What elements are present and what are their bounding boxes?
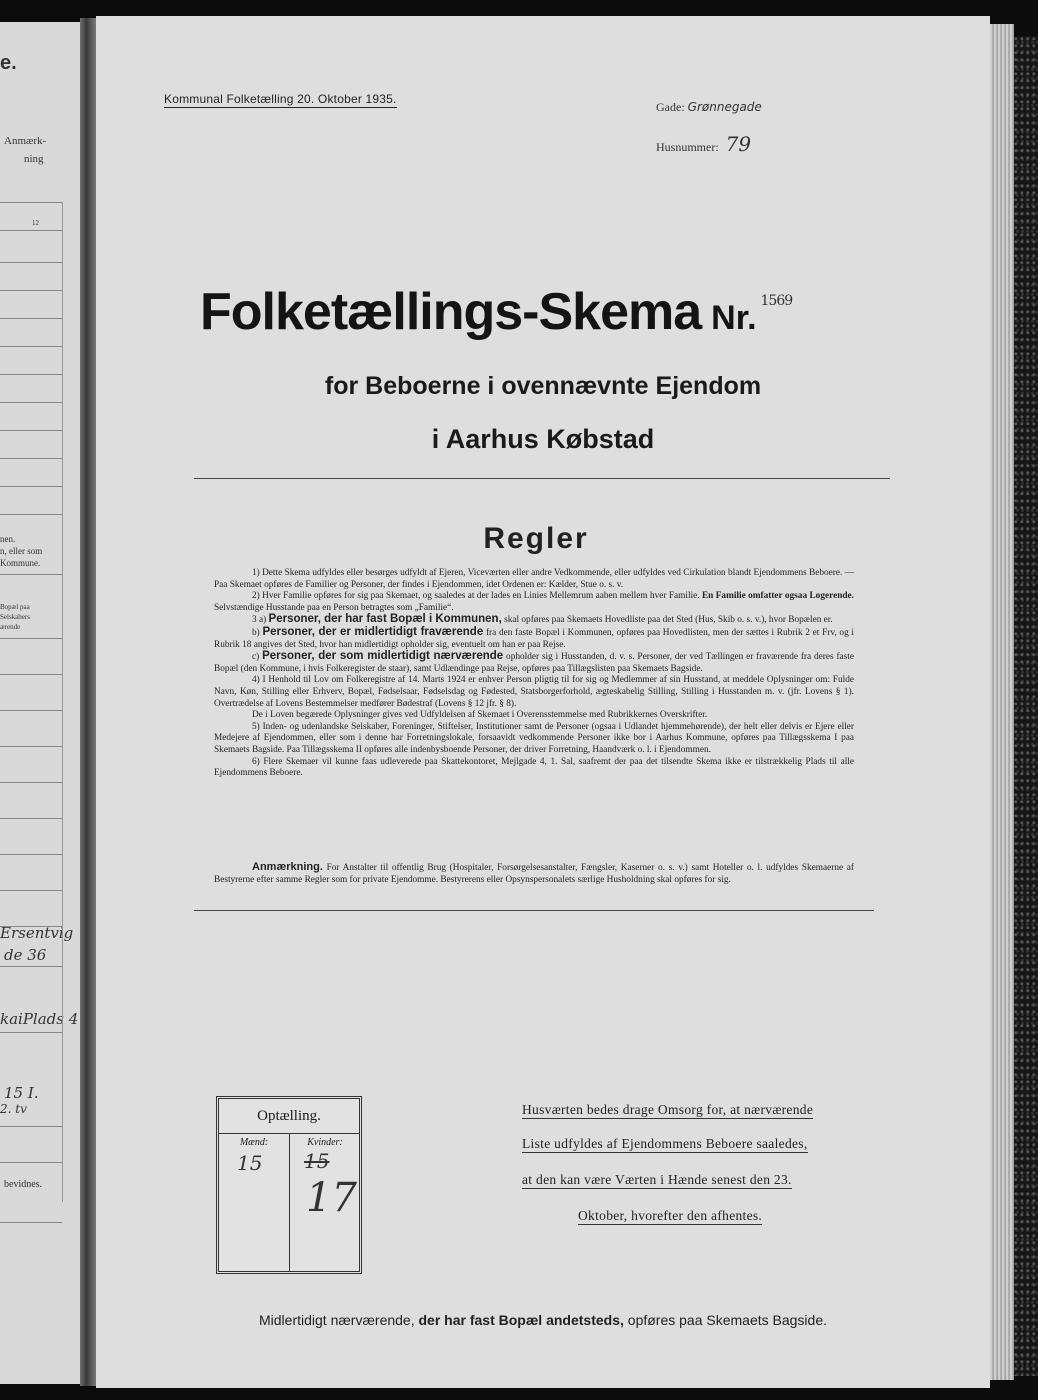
rule-2: 2) Hver Familie opføres for sig paa Skemaet, og saaledes at der lades en Linies Mellemrum aaben mellem hver Familie. En Familie omfatter ogsaa Logerende. Selvstændige Husstande paa en Person betragtes som „Familie“.	[214, 591, 854, 613]
husnummer-label: Husnummer:	[656, 140, 719, 154]
left-handwriting-1: Ersentvig	[0, 924, 74, 942]
notice-line-1: Husværten bedes drage Omsorg for, at nærværende	[522, 1102, 814, 1117]
gade-value: Grønnegade	[687, 100, 762, 114]
left-col-header-2: ning	[24, 153, 44, 165]
footer-part-2: der har fast Bopæl andetsteds,	[418, 1312, 624, 1328]
left-handwriting-3: kaiPlads 4	[0, 1010, 79, 1028]
annotation-label: Anmærkning.	[252, 861, 323, 873]
count-box-title: Optælling.	[219, 1099, 359, 1134]
left-note-a-3: Kommune.	[0, 558, 41, 568]
husnummer-value: 79	[725, 132, 752, 156]
rule-1: 1) Dette Skema udfyldes eller besørges udfyldt af Ejeren, Viceværten eller andre Vedkommende, eller udfyldes ved Cirkulation blandt Ejendommens Beboere. — Paa Skemaet opføres de Familier og Personer, der findes i Ejendommen, idet Ordenen er: Kælder, Stue o. s. v.	[214, 568, 854, 590]
rules-text	[214, 568, 854, 780]
left-handwriting-2: de 36	[4, 946, 47, 964]
rules-heading: Regler	[483, 522, 589, 555]
left-heading-fragment: e.	[0, 52, 17, 74]
left-note-a-2: n, eller som	[0, 546, 43, 556]
form-subtitle-2: i Aarhus Købstad	[431, 424, 655, 454]
left-bottom-word: bevidnes.	[4, 1179, 43, 1190]
rule-3a: 3 a) Personer, der har fast Bopæl i Kommunen, skal opføres paa Skemaets Hovedliste paa det Sted (Hus, Skib o. s. v.), hvor Bopælen er.	[252, 613, 833, 626]
rule-6: 6) Flere Skemaer vil kunne faas udleverede paa Skattekontoret, Mejlgade 4, 1. Sal, saafremt der paa det tilsendte Skema ikke er tilstrækkelig Plads til alle Ejendommens Beboere.	[214, 756, 854, 779]
left-note-b-3: ærende	[0, 623, 21, 631]
women-label: Kvinder:	[307, 1137, 343, 1148]
rule-4b: De i Loven begærede Oplysninger gives ved Udfyldelsen af Skemaet i Overensstemmelse med Rubrikkernes Overskrifter.	[252, 710, 708, 721]
women-count[interactable]: 17	[306, 1175, 357, 1221]
notice-line-3: at den kan være Værten i Hænde senest den 23.	[522, 1172, 792, 1187]
rule-5: 5) Inden- og udenlandske Selskaber, Foreninger, Stiftelser, Institutioner samt de Personer (ogsaa i Udlandet hjemmehørende), der helt eller delvis er Ejere eller Medejere af Ejendommen, eller som i denne har Forretningslokale, forsaavidt vedkommende Personer ikke bor i Aarhus Kommune, opføres paa Tillægsskema I paa Skemaets Bagside. Paa Tillægsskema II opføres alle indenbysboende Personer, der driver Forretning, Haandværk o. l. i Ejendommen.	[214, 721, 854, 755]
notice-line-4: Oktober, hvorefter den afhentes.	[578, 1208, 763, 1223]
men-count[interactable]: 15	[237, 1151, 263, 1175]
left-page	[0, 22, 81, 1384]
left-note-b-2: Selskabers	[0, 613, 30, 621]
gade-label: Gade:	[656, 100, 685, 114]
book-gutter	[80, 18, 96, 1386]
left-col-number: 12	[32, 219, 39, 227]
form-nr-value: 1569	[760, 293, 793, 309]
men-column	[219, 1133, 289, 1271]
annotation-text: For Anstalter til offentlig Brug (Hospitaler, Forsørgelsesanstalter, Fængsler, Kaserner o. s. v.) samt Hoteller o. l. udfyldes Skemaerne af Bestyrerne efter samme Regler som for private Ejendomme. Bestyrerens eller Opsynspersonalets særlige Husholdning skal opføres for sig.	[214, 863, 854, 885]
women-count-struck: 15	[304, 1149, 330, 1173]
form-subtitle-1: for Beboerne i ovennævnte Ejendom	[324, 372, 762, 400]
left-col-header-1: Anmærk-	[4, 135, 47, 147]
page-edges	[990, 24, 1014, 1380]
gade-row	[656, 100, 762, 115]
left-note-a-1: nen.	[0, 534, 16, 544]
left-handwriting-5: 2. tv	[0, 1102, 27, 1116]
left-handwriting-4: 15 I.	[4, 1084, 39, 1102]
title-divider	[194, 478, 890, 479]
count-box	[216, 1096, 362, 1274]
men-label: Mænd:	[239, 1137, 269, 1148]
rule-3c: c) Personer, der som midlertidigt nærværende opholder sig i Husstanden, d. v. s. Personer, der ved Tællingen er fraværende fra deres faste Bopæl (den Kommune, i hvis Folkeregister de staar), samt Udlændinge paa Rejse, opføres paa Tillægslisten paa Skemaets Bagside.	[214, 650, 855, 674]
book-binding	[1014, 36, 1038, 1376]
rule-4: 4) I Henhold til Lov om Folkeregistre af 14. Marts 1924 er enhver Person pligtig til for sig og Medlemmer af sin Husstand, at meddele Oplysninger om: Fulde Navn, Køn, Stilling eller Erhverv, Bopæl, Fødselsaar, Fødselsdag og Fødested, Statsborgerforhold, ægteskabelig Stilling, Stilling i Husstanden m. v. (jfr. Lovens § 1). Overtrædelse af Lovens Bestemmelser medfører Bødestraf (Lovens § 12 jfr. § 8).	[214, 675, 854, 709]
form-title	[200, 282, 792, 342]
footer-note	[96, 1312, 990, 1328]
women-column	[289, 1133, 360, 1271]
footer-part-1: Midlertidigt nærværende,	[258, 1312, 415, 1328]
form-nr-label: Nr.	[711, 299, 757, 337]
footer-part-3: opføres paa Skemaets Bagside.	[627, 1312, 828, 1328]
annotation-block	[214, 862, 854, 886]
census-form-page	[96, 16, 990, 1388]
husnummer-row	[656, 132, 751, 156]
form-title-main: Folketællings-Skema	[200, 283, 702, 341]
rule-3b: b) Personer, der er midlertidigt fraværende fra den faste Bopæl i Kommunen, opføres paa Hovedlisten, men der sættes i Rubrik 2 et Frv, og i Rubrik 18 angives det Sted, hvor han midlertidigt opholder sig, eventuelt om han er paa Rejse.	[214, 625, 855, 650]
census-line: Kommunal Folketælling 20. Oktober 1935.	[164, 92, 397, 106]
left-note-b-1: Bopæl paa	[0, 603, 30, 611]
notice-line-2: Liste udfyldes af Ejendommens Beboere saaledes,	[522, 1136, 808, 1151]
annotation-divider	[194, 910, 874, 911]
